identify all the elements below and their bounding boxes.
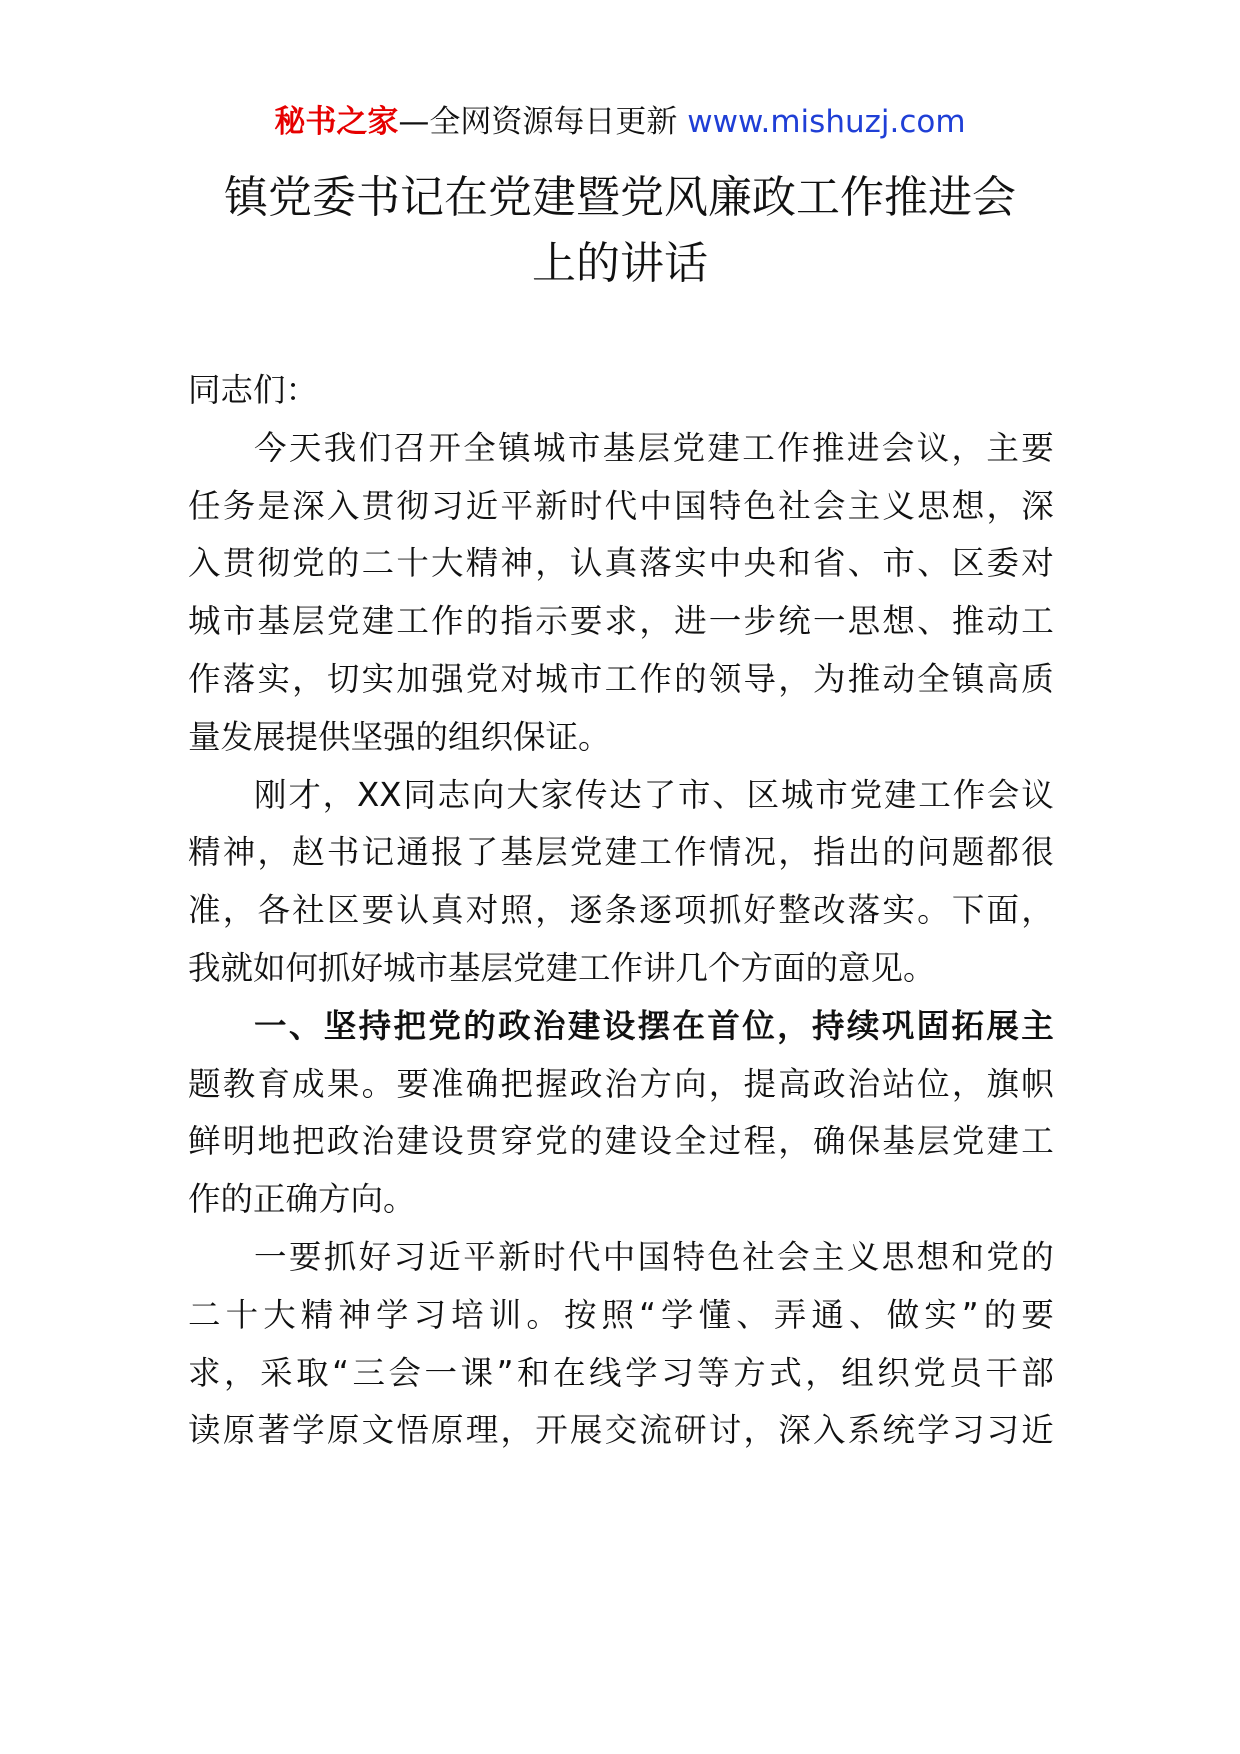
watermark-header bbox=[0, 100, 1240, 144]
text-line: 精 神 ， 赵 书 记 通 报 了 基 层 党 建 工 作 情 况 ， 指 出 的 问 题 都 很 bbox=[188, 833, 1054, 872]
text-line: 求 ， 采 取 “ 三 会 一 课 ” 和 在 线 学 习 等 方 式 ， 组 织 党 员 干 部 bbox=[188, 1353, 1054, 1392]
header-brand: 秘书之家 bbox=[274, 104, 399, 140]
document-title bbox=[0, 165, 1240, 297]
text-line: 题 教 育 成 果 。 要 准 确 把 握 政 治 方 向 ， 提 高 政 治 站 位 ， 旗 帜 bbox=[188, 1064, 1054, 1103]
text-line: 一 要 抓 好 习 近 平 新 时 代 中 国 特 色 社 会 主 义 思 想 和 党 的 bbox=[254, 1238, 1054, 1276]
text-line: 读 原 著 学 原 文 悟 原 理 ， 开 展 交 流 研 讨 ， 深 入 系 统 学 习 习 近 bbox=[188, 1411, 1054, 1450]
text-line: 一 、 坚 持 把 党 的 政 治 建 设 摆 在 首 位 ， 持 续 巩 固 拓 展 主 bbox=[254, 1006, 1054, 1045]
title-line-2: 上的讲话 bbox=[532, 238, 708, 289]
header-url[interactable]: www.mishuzj.com bbox=[687, 104, 966, 140]
text-line: 刚 才 ， XX 同 志 向 大 家 传 达 了 市 、 区 城 市 党 建 工 作 会 议 bbox=[254, 775, 1054, 814]
text-line: 城 市 基 层 党 建 工 作 的 指 示 要 求 ， 进 一 步 统 一 思 想 、 推 动 工 bbox=[188, 602, 1054, 641]
text-line: 准 ， 各 社 区 要 认 真 对 照 ， 逐 条 逐 项 抓 好 整 改 落 实 。 下 面 ， bbox=[188, 891, 1054, 930]
text-line: 同志们： bbox=[188, 371, 319, 409]
header-tagline: —全网资源每日更新 bbox=[398, 104, 688, 140]
text-line: 我就如何抓好城市基层党建工作讲几个方面的意见。 bbox=[188, 949, 936, 987]
text-line: 任 务 是 深 入 贯 彻 习 近 平 新 时 代 中 国 特 色 社 会 主 义 思 想 ， 深 bbox=[188, 486, 1054, 525]
text-line: 入 贯 彻 党 的 二 十 大 精 神 ， 认 真 落 实 中 央 和 省 、 市 、 区 委 对 bbox=[188, 544, 1054, 583]
text-line: 作 落 实 ， 切 实 加 强 党 对 城 市 工 作 的 领 导 ， 为 推 动 全 镇 高 质 bbox=[188, 660, 1054, 698]
text-line: 今 天 我 们 召 开 全 镇 城 市 基 层 党 建 工 作 推 进 会 议 ， 主 要 bbox=[254, 428, 1054, 467]
title-line-1: 镇党委书记在党建暨党风廉政工作推进会 bbox=[224, 172, 1016, 223]
text-line: 作的正确方向。 bbox=[188, 1180, 416, 1219]
text-line: 二 十 大 精 神 学 习 培 训 。 按 照 “ 学 懂 、 弄 通 、 做 实 ” 的 要 bbox=[188, 1295, 1054, 1334]
text-line: 鲜 明 地 把 政 治 建 设 贯 穿 党 的 建 设 全 过 程 ， 确 保 基 层 党 建 工 bbox=[188, 1122, 1054, 1161]
text-line: 量发展提供坚强的组织保证。 bbox=[188, 717, 611, 756]
